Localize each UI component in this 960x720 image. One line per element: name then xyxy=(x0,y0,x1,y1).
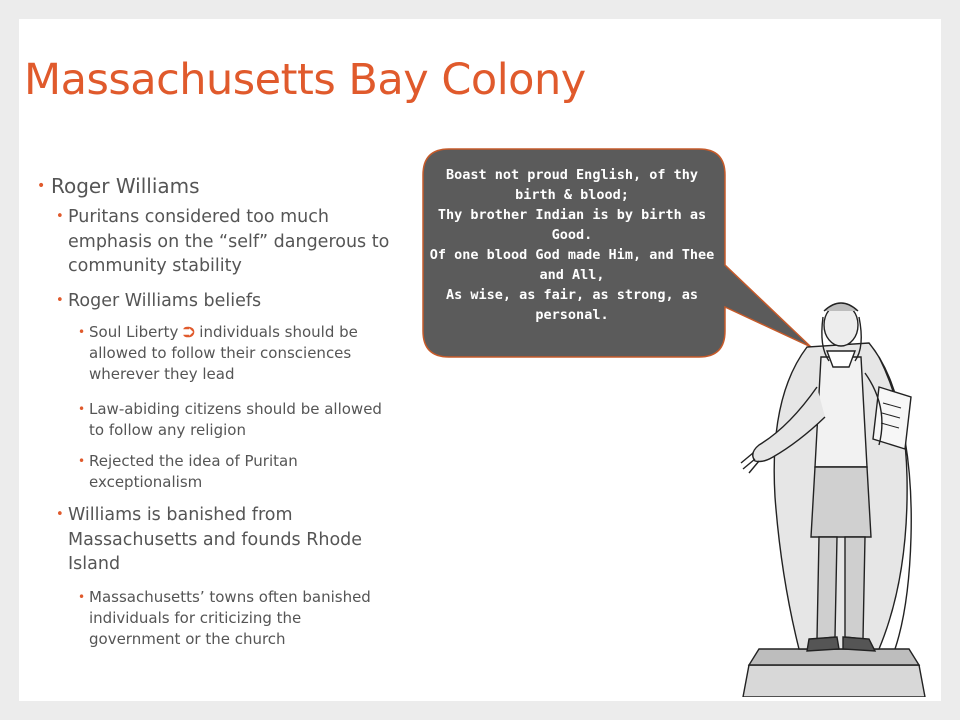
bullet-dot-icon: • xyxy=(37,178,46,194)
bullet-law-abiding xyxy=(78,399,389,441)
bullet-dot-icon: • xyxy=(56,507,64,522)
quote-line: Boast not proud English, of thy birth & blood; xyxy=(446,167,698,203)
bullet-text: Roger Williams xyxy=(51,174,200,198)
bullet-dot-icon: • xyxy=(78,590,86,604)
bullet-text: Law-abiding citizens should be allowed to follow any religion xyxy=(89,400,382,439)
bullet-text: Williams is banished from Massachusetts and founds Rhode Island xyxy=(68,505,363,574)
bullet-towns xyxy=(78,587,389,650)
roger-williams-statue-image xyxy=(729,277,939,697)
bullet-dot-icon: • xyxy=(56,209,64,224)
bullet-rejected xyxy=(78,451,389,493)
slide xyxy=(19,19,941,701)
bullet-text: Soul Liberty xyxy=(89,323,184,341)
bullet-dot-icon: • xyxy=(78,402,86,416)
bullet-roger-williams xyxy=(37,174,391,198)
bullet-dot-icon: • xyxy=(78,454,86,468)
bullet-puritans-considered xyxy=(56,205,408,279)
bullet-banished xyxy=(56,503,408,577)
bullet-text: Puritans considered too much emphasis on the “self” dangerous to community stability xyxy=(68,207,390,276)
bullet-dot-icon: • xyxy=(78,325,86,339)
bullet-text: Rejected the idea of Puritan exceptionalism xyxy=(89,452,298,491)
curved-arrow-icon: ⮊ xyxy=(183,323,195,341)
bullet-text: individuals should be allowed to follow their consciences wherever they lead xyxy=(89,323,358,383)
bullet-text: Roger Williams beliefs xyxy=(68,291,262,311)
bullet-beliefs xyxy=(56,289,408,314)
bullet-dot-icon: • xyxy=(56,293,64,308)
quote-text xyxy=(427,165,717,325)
bullet-soul-liberty xyxy=(78,322,389,385)
bullet-text: Massachusetts’ towns often banished individuals for criticizing the government or the church xyxy=(89,588,371,648)
quote-line: Thy brother Indian is by birth as Good. xyxy=(437,207,707,243)
quote-line: Of one blood God made Him, and Thee and All, xyxy=(429,247,715,283)
quote-line: As wise, as fair, as strong, as personal. xyxy=(446,287,698,323)
slide-title: Massachusetts Bay Colony xyxy=(24,55,586,105)
